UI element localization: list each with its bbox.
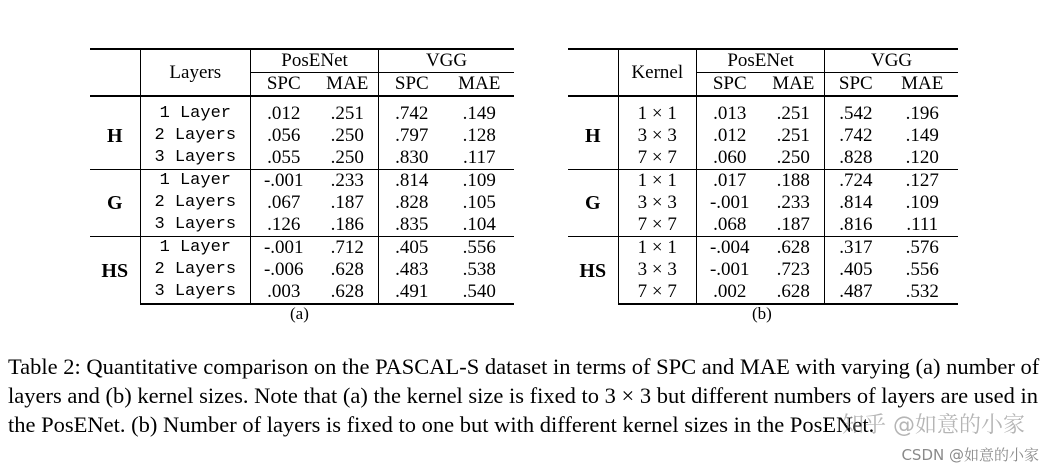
value-cell: .003 <box>251 281 317 304</box>
table-row <box>90 147 514 170</box>
value-cell: -.001 <box>251 170 317 193</box>
table-layers <box>90 48 514 305</box>
row-label: 7 × 7 <box>618 281 696 304</box>
value-cell: .712 <box>316 237 378 260</box>
table-row <box>568 281 958 304</box>
spacer-cell <box>618 96 696 103</box>
table-row <box>568 147 958 170</box>
value-cell: .628 <box>763 237 825 260</box>
value-cell: .120 <box>905 147 939 168</box>
group-name: G <box>90 170 140 237</box>
value-cell: .251 <box>776 125 810 146</box>
value-cell: .149 <box>905 125 939 146</box>
value-cell: .724 <box>825 170 887 193</box>
value-cell: .742 <box>379 103 445 125</box>
value-cell: .814 <box>379 170 445 193</box>
value-cell: .542 <box>825 103 887 125</box>
spacer-cell <box>444 96 514 103</box>
row-label: 7 × 7 <box>618 214 696 237</box>
table-row <box>90 125 514 147</box>
value-cell: .405 <box>825 259 887 281</box>
row-label: 3 Layers <box>140 147 250 170</box>
value-cell: .017 <box>697 170 763 193</box>
value-cell: .828 <box>825 147 887 170</box>
value-cell: .002 <box>697 281 763 304</box>
value-cell: -.001 <box>697 192 763 214</box>
value-cell: .067 <box>251 192 317 214</box>
row-label: 2 Layers <box>140 192 250 214</box>
metric-header: MAE <box>901 73 944 94</box>
csdn-watermark: CSDN @如意的小家 <box>901 446 1039 464</box>
group-header-blank <box>568 49 618 96</box>
spacer-cell <box>568 96 618 103</box>
group-name: H <box>584 125 601 147</box>
metric-header: SPC <box>697 73 763 97</box>
value-cell: .060 <box>697 147 763 170</box>
value-cell: .187 <box>776 214 810 235</box>
group-name: HS <box>90 237 140 305</box>
metric-header: SPC <box>379 73 445 97</box>
value-cell: .250 <box>776 147 810 168</box>
spacer-cell <box>251 96 317 103</box>
row-label: 3 Layers <box>140 214 250 237</box>
value-cell: .117 <box>462 147 496 168</box>
table-row <box>568 214 958 237</box>
table-kernel <box>568 48 958 305</box>
model-header: VGG <box>825 49 958 73</box>
value-cell: .188 <box>763 170 825 193</box>
value-cell: .068 <box>697 214 763 237</box>
metric-header: MAE <box>772 73 815 94</box>
spacer-cell <box>140 96 250 103</box>
value-cell: .186 <box>330 214 364 235</box>
row-label: 3 × 3 <box>618 192 696 214</box>
table-a-label: (a) <box>290 304 309 323</box>
value-cell: .233 <box>316 170 378 193</box>
value-cell: .405 <box>379 237 445 260</box>
value-cell: .540 <box>444 281 514 304</box>
spacer-cell <box>697 96 763 103</box>
group-header-blank <box>90 49 140 96</box>
value-cell: .128 <box>462 125 496 146</box>
value-cell: .251 <box>330 103 364 124</box>
value-cell: .104 <box>462 214 496 235</box>
spacer-cell <box>825 96 887 103</box>
value-cell: -.001 <box>697 259 763 281</box>
value-cell: .233 <box>776 192 810 213</box>
row-label: 1 Layer <box>140 170 250 193</box>
value-cell: .556 <box>444 237 514 260</box>
group-name: HS <box>568 237 618 305</box>
model-header: VGG <box>379 49 514 73</box>
row-label: 2 Layers <box>140 259 250 281</box>
zhihu-watermark: 知乎 @如意的小家 <box>842 413 1025 438</box>
value-cell: -.006 <box>251 259 317 281</box>
value-cell: .109 <box>444 170 514 193</box>
value-cell: .538 <box>462 259 496 280</box>
value-cell: .556 <box>905 259 939 280</box>
model-header: PosENet <box>697 49 825 73</box>
value-cell: -.001 <box>251 237 317 260</box>
value-cell: .628 <box>330 259 364 280</box>
table-row <box>90 103 514 125</box>
spacer-cell <box>763 96 825 103</box>
row-label: 7 × 7 <box>618 147 696 170</box>
value-cell: .628 <box>763 281 825 304</box>
value-cell: .828 <box>379 192 445 214</box>
table-b-label: (b) <box>752 304 772 323</box>
metric-header: MAE <box>326 73 369 94</box>
value-cell: .250 <box>330 147 364 168</box>
row-label: 3 × 3 <box>618 259 696 281</box>
table-row <box>568 259 958 281</box>
value-cell: .723 <box>776 259 810 280</box>
table-row <box>90 170 514 193</box>
value-cell: .126 <box>251 214 317 237</box>
table-row <box>90 281 514 304</box>
row-label: 3 × 3 <box>618 125 696 147</box>
row-header: Layers <box>140 49 250 96</box>
value-cell: .105 <box>462 192 496 213</box>
value-cell: .491 <box>379 281 445 304</box>
value-cell: .149 <box>462 103 496 124</box>
table-caption: Table 2: Quantitative comparison on the PASCAL-S dataset in terms of SPC and MAE with varying (a) number of layers and (b) kernel sizes. Note that (a) the kernel size is fixed to 3 × 3 but different numbers of layers are used in the PosENet. (b) Number of layers is fixed to one but with different kernel sizes in the PosENet. <box>8 354 1040 437</box>
value-cell: .111 <box>906 214 939 235</box>
value-cell: .012 <box>251 103 317 125</box>
value-cell: .628 <box>316 281 378 304</box>
value-cell: .127 <box>887 170 958 193</box>
row-label: 2 Layers <box>140 125 250 147</box>
value-cell: .013 <box>697 103 763 125</box>
spacer-cell <box>887 96 958 103</box>
row-header: Kernel <box>618 49 696 96</box>
table-row <box>90 259 514 281</box>
group-name: H <box>106 125 123 147</box>
value-cell: .742 <box>825 125 887 147</box>
metric-header: MAE <box>458 73 501 94</box>
row-label: 1 × 1 <box>618 103 696 125</box>
spacer-cell <box>90 96 140 103</box>
value-cell: .251 <box>776 103 810 124</box>
table-row <box>90 214 514 237</box>
value-cell: .483 <box>379 259 445 281</box>
model-header: PosENet <box>251 49 379 73</box>
table-row <box>90 237 514 260</box>
group-name: G <box>568 170 618 237</box>
value-cell: .814 <box>825 192 887 214</box>
value-cell: .250 <box>330 125 364 146</box>
spacer-cell <box>316 96 378 103</box>
table-row <box>568 125 958 147</box>
value-cell: .056 <box>251 125 317 147</box>
value-cell: .317 <box>825 237 887 260</box>
value-cell: .012 <box>697 125 763 147</box>
value-cell: -.004 <box>697 237 763 260</box>
metric-header: SPC <box>251 73 317 97</box>
value-cell: .576 <box>887 237 958 260</box>
table-row <box>568 103 958 125</box>
row-label: 1 × 1 <box>618 170 696 193</box>
value-cell: .196 <box>905 103 939 124</box>
value-cell: .109 <box>905 192 939 213</box>
value-cell: .187 <box>330 192 364 213</box>
value-cell: .816 <box>825 214 887 237</box>
value-cell: .835 <box>379 214 445 237</box>
table-row <box>568 170 958 193</box>
metric-header: SPC <box>825 73 887 97</box>
row-label: 1 Layer <box>140 237 250 260</box>
row-label: 1 × 1 <box>618 237 696 260</box>
spacer-cell <box>379 96 445 103</box>
value-cell: .487 <box>825 281 887 304</box>
value-cell: .797 <box>379 125 445 147</box>
row-label: 3 Layers <box>140 281 250 304</box>
row-label: 1 Layer <box>140 103 250 125</box>
value-cell: .830 <box>379 147 445 170</box>
table-row <box>568 237 958 260</box>
table-row <box>90 192 514 214</box>
table-row <box>568 192 958 214</box>
value-cell: .055 <box>251 147 317 170</box>
value-cell: .532 <box>887 281 958 304</box>
